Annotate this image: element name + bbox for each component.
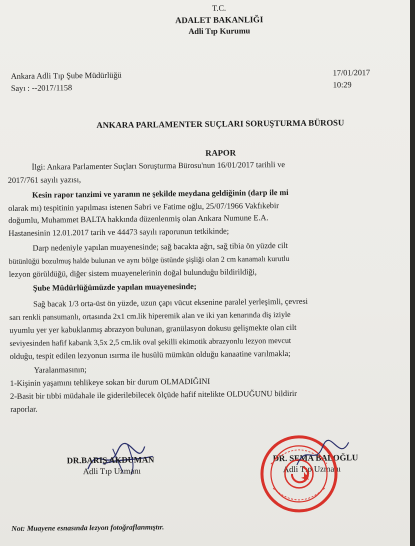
body-line: raporlar.: [10, 404, 38, 414]
report-time: 10:29: [332, 80, 352, 90]
body-line: Kesin rapor tanzimi ve yaranın ne şekilde meydana geldiğinin (darp ile mi: [31, 187, 289, 200]
conclusion-line-1: 1-Kişinin yaşamını tehlikeye sokan bir durum OLMADIĞINI: [9, 376, 211, 388]
body-line: sarı renkli pansumanlı, ortasında 2x1 cm.lik hiperemik alan ve iki yan kenarında diş iziyle: [9, 309, 291, 322]
signer-2-name: DR. SEMA BALOĞLU: [272, 452, 359, 464]
institution-heading: Adli Tıp Kurumu: [188, 26, 251, 37]
body-line: uyumlu yer yer kabuklanmış abrazyon bulunan, granülasyon dokusu gelişmekte olan cilt: [9, 322, 297, 335]
report-date: 17/01/2017: [332, 68, 371, 78]
office-name: Ankara Adli Tıp Şube Müdürlüğü: [10, 70, 122, 81]
body-line: Darp nedeniyle yapılan muayenesinde; sağ bacakta ağrı, sağ tibia ön yüzde cilt: [32, 240, 288, 253]
body-line: seviyesinden hafif kabarık 3,5x 2,5 cm.lik oval şekilli ekimotik abrazyonlu lezyon mevcut: [9, 335, 292, 348]
body-line: 2017/761 sayılı yazısı,: [7, 175, 81, 185]
body-line: olarak mı) tespitinin yapılması istenen Sabri ve Fatime oğlu, 25/07/1966 Vakfıkebir: [8, 201, 279, 213]
signer-1-name: DR.BARIŞ AKDUMAN: [66, 454, 155, 466]
footnote: Not: Muayene esnasında lezyon fotoğraflanmıştır.: [11, 522, 165, 533]
signature-scribble-right: [289, 436, 359, 473]
conclusion-line-2: 2-Basit bir tıbbi müdahale ile giderilebilecek ölçüde hafif nitelikte OLDUĞUNU bildirir: [10, 388, 297, 401]
reference-number: Sayı : --2017/1158: [10, 83, 73, 93]
body-line: İlgi: Ankara Parlamenter Suçları Soruşturma Bürosu'nun 16/01/2017 tarihli ve: [31, 160, 286, 172]
signer-1-title: Adli Tıp Uzmanı: [82, 465, 141, 477]
body-line: olduğu, tespit edilen lezyonun ısırma ile husülü mümkün olduğu kanaatine varılmakla;: [9, 348, 291, 361]
section-heading: Şube Müdürlüğümüzde yapılan muayenesinde;: [32, 281, 197, 293]
report-title: RAPOR: [205, 147, 236, 158]
ministry-heading: ADALET BAKANLIĞI: [175, 14, 264, 26]
body-line: Yaralanmasının;: [33, 365, 87, 375]
body-line: doğumlu, Muhammet BALTA hakkında düzenlenmiş olan Ankara Numune E.A.: [8, 213, 269, 225]
body-line: Sağ bacak 1/3 orta-üst ön yüzde, uzun çapı vücut eksenine paralel yerleşimli, çevresi: [33, 296, 308, 309]
body-line: Hastanesinin 12.01.2017 tarih ve 44473 sayılı raporunun tetkikinde;: [8, 226, 229, 238]
body-line: bütünlüğü bozulmuş halde bulunan ve aynı bölge üstünde şişliği olan 2 cm kanamalı kurutlu: [8, 253, 290, 266]
signer-2-title: Adli Tıp Uzmanı: [282, 463, 341, 475]
tc-heading: T.C.: [212, 3, 227, 13]
office-title: ANKARA PARLAMENTER SUÇLARI SORUŞTURMA BÜROSU: [96, 117, 345, 130]
body-line: lezyon görüldüğü, diğer sistem muayenelerinin doğal bulunduğu bildirildiği,: [8, 267, 257, 279]
